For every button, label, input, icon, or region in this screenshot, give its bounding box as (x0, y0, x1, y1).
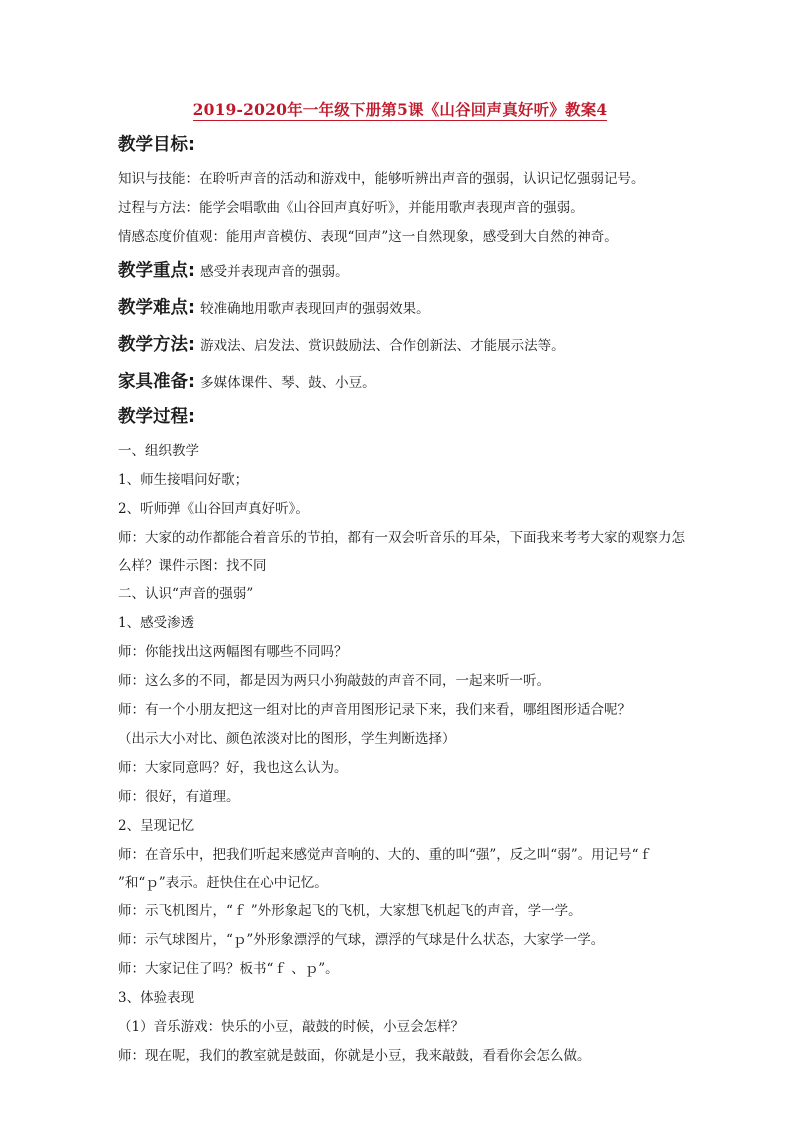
process-line: 2、听师弹《山谷回声真好听》。 (118, 501, 309, 517)
document-title (0, 98, 800, 120)
process-line: （1）音乐游戏：快乐的小豆，敲鼓的时候，小豆会怎样？ (118, 1019, 465, 1035)
difficulty-row (118, 289, 688, 326)
goal-line-emotion: 情感态度价值观：能用声音模仿、表现“回声”这一自然现象，感受到大自然的神奇。 (118, 229, 618, 245)
process-line: 一、组织教学 (118, 443, 199, 459)
document-body (118, 128, 688, 1071)
difficulty-value: 较准确地用歌声表现回声的强弱效果。 (200, 301, 430, 317)
process-line: 师：示飞机图片，“ｆ ”外形象起飞的飞机，大家想飞机起飞的声音，学一学。 (118, 903, 582, 919)
process-line: 二、认识“声音的强弱” (118, 586, 254, 602)
methods-row (118, 326, 688, 363)
prep-value: 多媒体课件、琴、鼓、小豆。 (200, 375, 376, 391)
process-line: 1、感受渗透 (118, 615, 195, 631)
process-line: 师：现在呢，我们的教室就是鼓面，你就是小豆，我来敲鼓，看看你会怎么做。 (118, 1048, 591, 1064)
process-line: 师：很好，有道理。 (118, 789, 240, 805)
process-line: （出示大小对比、颜色浓淡对比的图形，学生判断选择） (118, 731, 456, 747)
key-point-value: 感受并表现声音的强弱。 (200, 264, 349, 280)
process-line: 3、体验表现 (118, 990, 195, 1006)
process-line: 1、师生接唱问好歌； (118, 472, 249, 488)
section-heading-goals: 教学目标: (118, 135, 195, 155)
section-heading-process: 教学过程: (118, 407, 195, 427)
key-point-label: 教学重点: (118, 261, 195, 281)
process-line: 师：在音乐中，把我们听起来感觉声音响的、大的、重的叫“强”，反之叫“弱”。用记号“ｆ ”和“ｐ”表示。赶快住在心中记忆。 (118, 847, 653, 891)
key-point-row (118, 252, 688, 289)
prep-label: 家具准备: (118, 372, 195, 392)
methods-value: 游戏法、启发法、赏识鼓励法、合作创新法、才能展示法等。 (200, 338, 565, 354)
process-line: 师：你能找出这两幅图有哪些不同吗？ (118, 644, 348, 660)
difficulty-label: 教学难点: (118, 298, 195, 318)
methods-label: 教学方法: (118, 335, 195, 355)
prep-row (118, 363, 688, 400)
process-line: 2、呈现记忆 (118, 818, 195, 834)
process-line: 师：大家同意吗？好，我也这么认为。 (118, 760, 348, 776)
document-title-text[interactable]: 2019-2020年一年级下册第5课《山谷回声真好听》教案4 (192, 100, 608, 119)
goal-line-knowledge: 知识与技能：在聆听声音的活动和游戏中，能够听辨出声音的强弱，认识记忆强弱记号。 (118, 171, 645, 187)
process-line: 师：这么多的不同，都是因为两只小狗敲鼓的声音不同，一起来听一听。 (118, 673, 550, 689)
process-line: 师：有一个小朋友把这一组对比的声音用图形记录下来，我们来看，哪组图形适合呢？ (118, 702, 631, 718)
process-line: 师：大家记住了吗？板书“ｆ 、ｐ”。 (118, 961, 339, 977)
goal-line-process: 过程与方法：能学会唱歌曲《山谷回声真好听》，并能用歌声表现声音的强弱。 (118, 200, 584, 216)
process-line: 师：大家的动作都能合着音乐的节拍，都有一双会听音乐的耳朵，下面我来考考大家的观察力怎么样？课件示图：找不同 (118, 530, 685, 574)
process-line: 师：示气球图片，“ｐ”外形象漂浮的气球，漂浮的气球是什么状态，大家学一学。 (118, 932, 605, 948)
